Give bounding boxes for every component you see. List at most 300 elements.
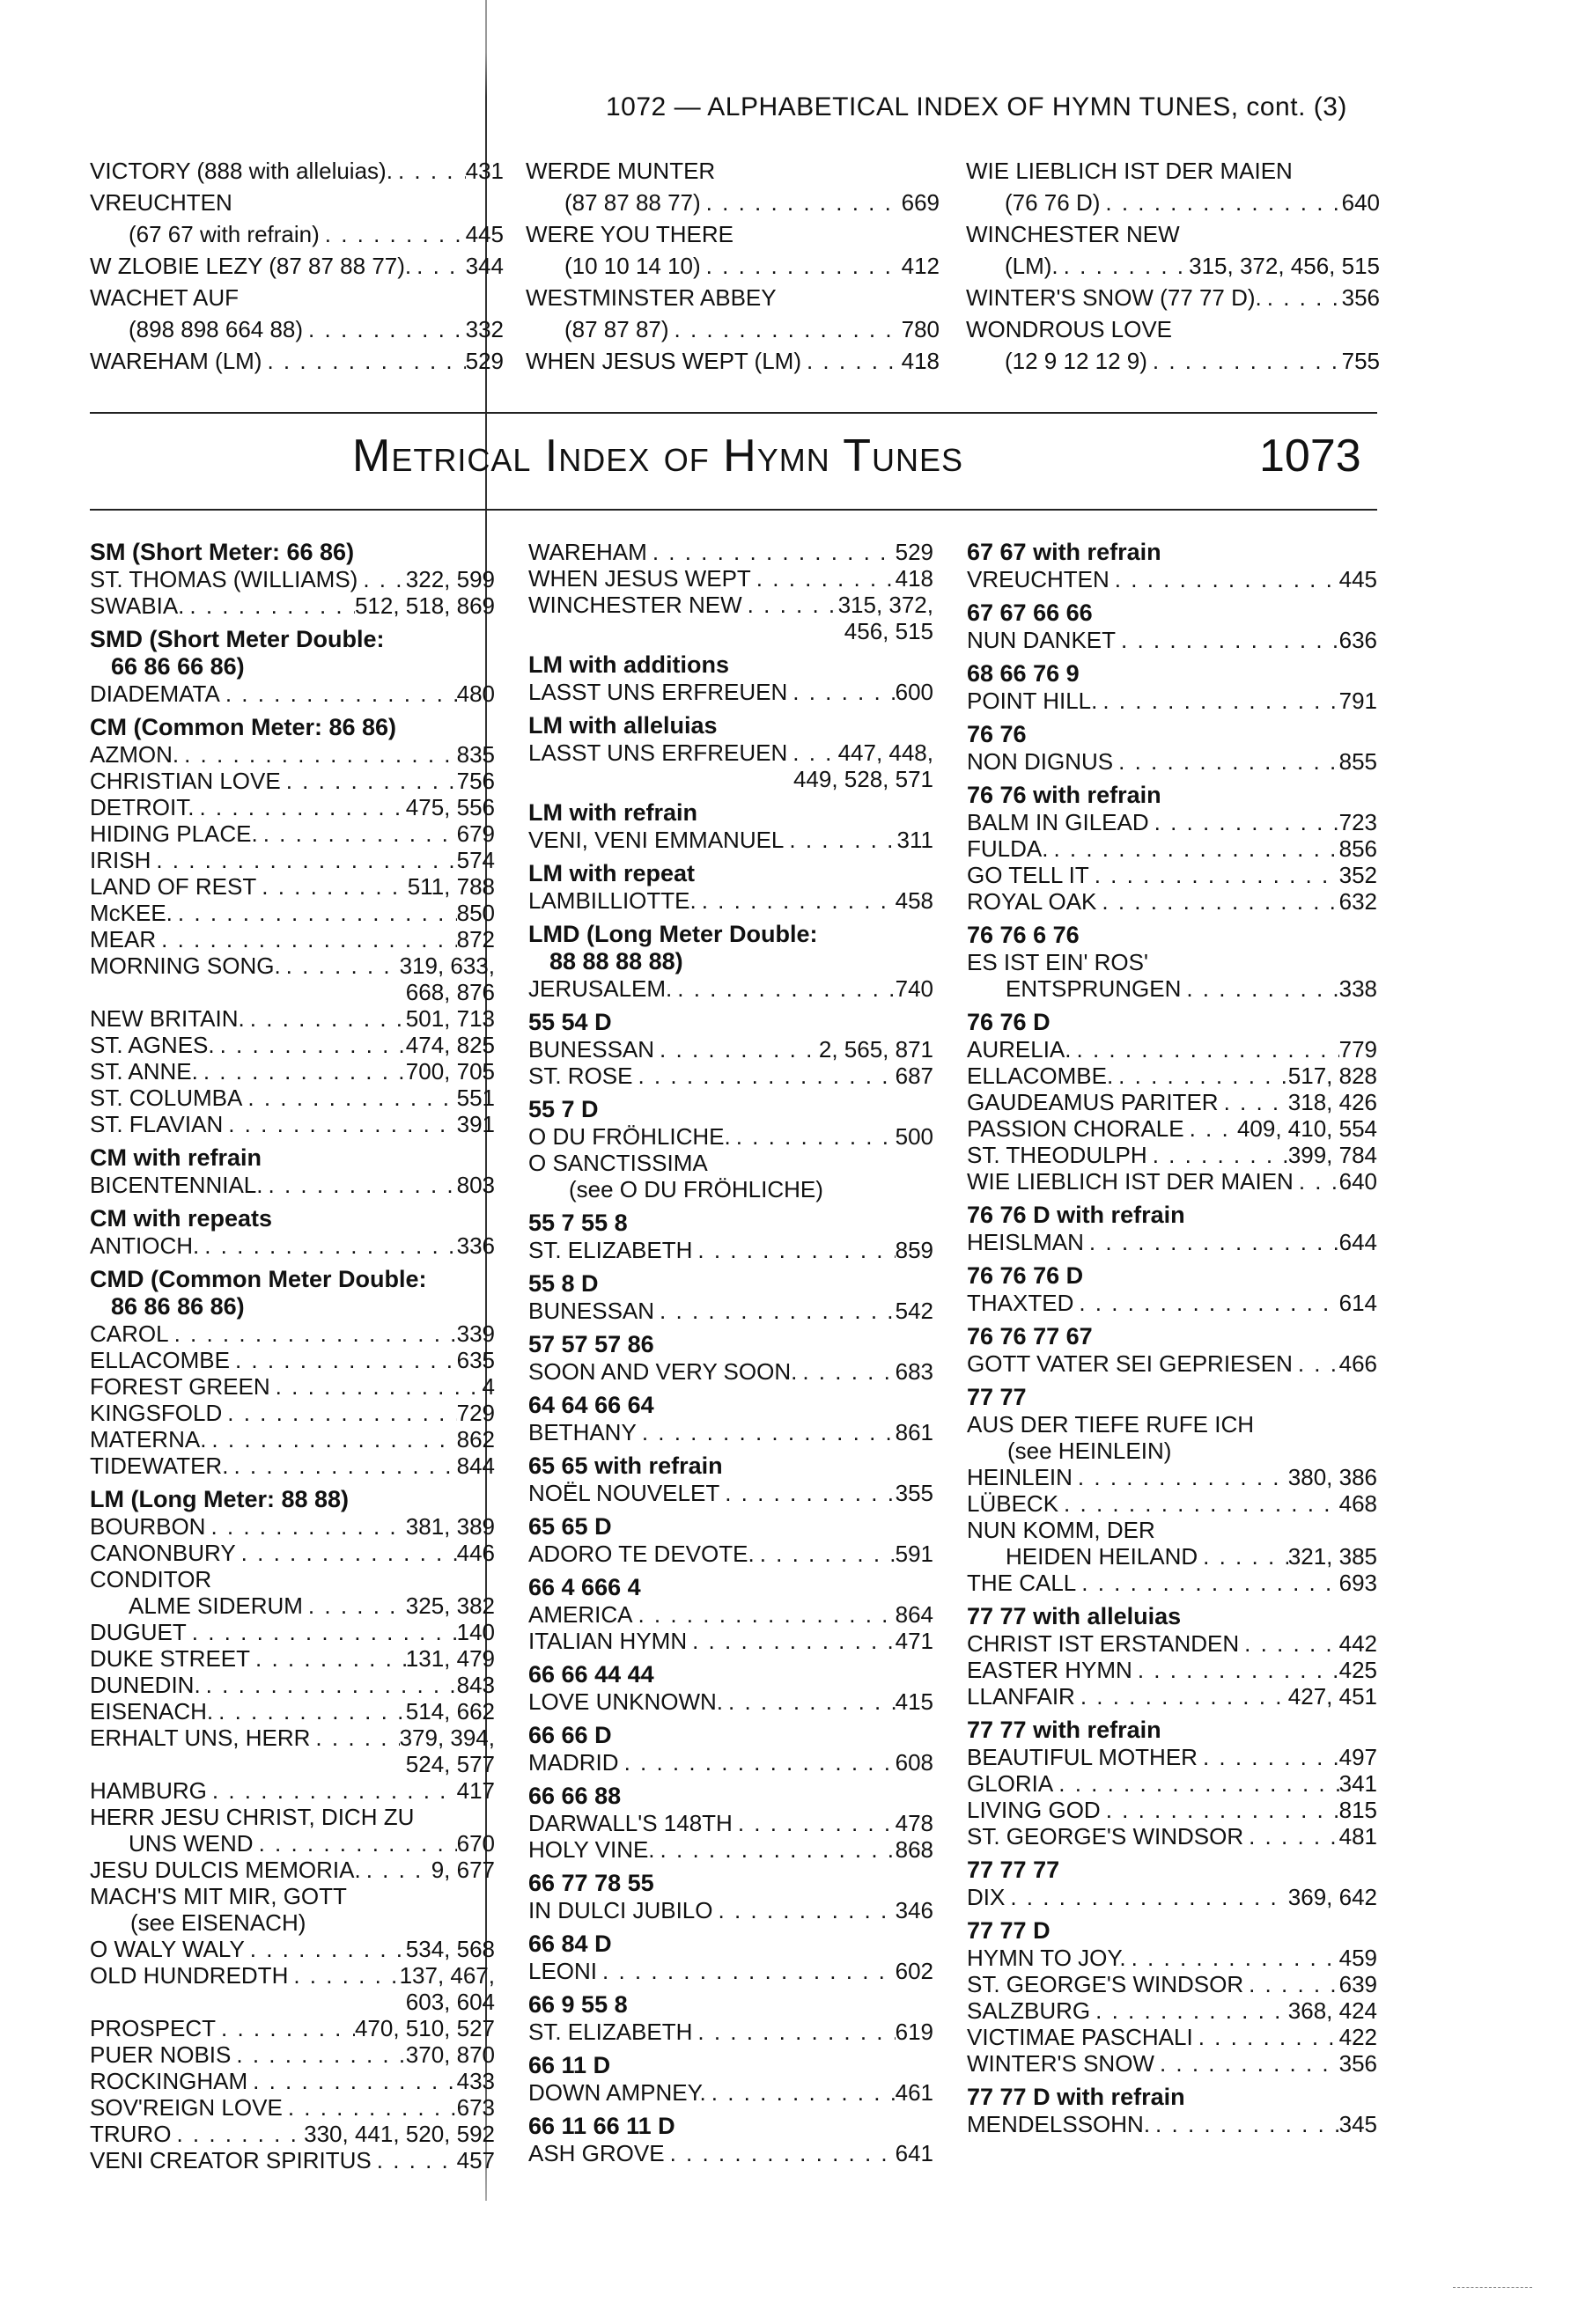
- dot-leader: [801, 345, 902, 377]
- dot-leader: [236, 1540, 457, 1566]
- hymn-numbers: 356: [1341, 284, 1380, 311]
- dot-leader: [1243, 1823, 1339, 1850]
- index-entry: [528, 1358, 933, 1385]
- meter-heading: 66 86 66 86): [111, 653, 245, 680]
- meter-section: [528, 1270, 933, 1324]
- meter-heading: 66 4 666 4: [528, 1574, 641, 1600]
- index-entry: [967, 1517, 1377, 1543]
- hymn-numbers: 844: [456, 1452, 495, 1479]
- tune-name: HEISLMAN: [967, 1229, 1084, 1255]
- tune-name: (87 87 88 77): [564, 189, 701, 216]
- index-entry: [90, 1725, 495, 1751]
- hymn-numbers: 399, 784: [1287, 1142, 1377, 1168]
- tune-name: ST. ELIZABETH: [528, 1237, 693, 1263]
- index-entry: [967, 748, 1377, 775]
- see-reference: (see HEINLEIN): [1007, 1438, 1172, 1464]
- tune-name: CANONBURY: [90, 1540, 236, 1566]
- dot-leader: [1181, 975, 1338, 1002]
- dot-leader: [1198, 1543, 1288, 1570]
- dot-leader: [1184, 1115, 1237, 1142]
- tune-name: NON DIGNUS: [967, 748, 1114, 775]
- alpha-entry: [966, 155, 1380, 218]
- hymn-numbers: 2, 565, 871: [818, 1036, 933, 1063]
- tune-name: (76 76 D): [1005, 189, 1101, 216]
- see-reference: (see O DU FRÖHLICHE): [569, 1176, 823, 1202]
- hymn-numbers: 339: [456, 1320, 495, 1347]
- tune-name: SOON AND VERY SOON.: [528, 1358, 798, 1385]
- hymn-numbers: 481: [1338, 1823, 1377, 1850]
- tune-name: GOTT VATER SEI GEPRIESEN: [967, 1350, 1293, 1377]
- meter-heading: 66 11 D: [528, 2052, 611, 2078]
- dot-leader: [1116, 627, 1339, 653]
- hymn-numbers: 640: [1341, 189, 1380, 216]
- hymn-numbers: 480: [456, 680, 495, 707]
- meter-section: [90, 714, 495, 1137]
- index-entry: [90, 1426, 495, 1452]
- dot-leader: [654, 1298, 896, 1324]
- index-entry: [967, 1657, 1377, 1683]
- tune-name: WINCHESTER NEW: [528, 592, 742, 618]
- hymn-numbers: 635: [456, 1347, 495, 1373]
- dot-leader: [220, 680, 457, 707]
- dot-leader: [231, 2041, 405, 2068]
- hymn-numbers: 729: [456, 1400, 495, 1426]
- hymn-numbers: 445: [465, 221, 504, 247]
- tune-name: GO TELL IT: [967, 862, 1089, 888]
- meter-heading: 68 66 76 9: [967, 660, 1080, 687]
- tune-name: WESTMINSTER ABBEY: [526, 284, 777, 311]
- alpha-entry: [526, 218, 940, 282]
- meter-section: [967, 1857, 1377, 1910]
- tune-name: LOVE UNKNOWN.: [528, 1688, 724, 1715]
- dot-leader: [245, 1005, 406, 1032]
- meter-section: [528, 1009, 933, 1089]
- tune-name: VREUCHTEN: [967, 566, 1110, 592]
- hymn-numbers: 791: [1338, 688, 1377, 714]
- tune-name: O SANCTISSIMA: [528, 1150, 708, 1176]
- hymn-numbers: 457: [456, 2147, 495, 2173]
- meter-section: [528, 2052, 933, 2106]
- meter-heading: 76 76 77 67: [967, 1323, 1093, 1350]
- index-entry: [526, 282, 940, 313]
- hymn-numbers: 470, 510, 527: [354, 2015, 495, 2041]
- index-entry: [966, 282, 1380, 313]
- hymn-numbers: 669: [901, 189, 940, 216]
- tune-name: CHRIST IST ERSTANDEN: [967, 1630, 1240, 1657]
- hymn-numbers: 311: [896, 827, 933, 853]
- meter-heading: 67 67 66 66: [967, 599, 1093, 626]
- hymn-numbers: 321, 385: [1287, 1543, 1377, 1570]
- tune-name: LASST UNS ERFREUEN: [528, 679, 788, 705]
- tune-name: ROCKINGHAM: [90, 2068, 248, 2094]
- meter-heading: 65 65 with refrain: [528, 1452, 723, 1479]
- index-entry: [528, 1897, 933, 1923]
- hymn-numbers: 534, 568: [405, 1936, 495, 1962]
- tune-name: ST. COLUMBA: [90, 1085, 243, 1111]
- tune-name: HOLY VINE.: [528, 1836, 655, 1863]
- tune-name: DIADEMATA: [90, 680, 220, 707]
- dot-leader: [1262, 282, 1342, 313]
- hymn-numbers: 9, 677: [431, 1857, 495, 1883]
- dot-leader: [706, 2079, 896, 2106]
- meter-section: [967, 1262, 1377, 1316]
- tune-name: ENTSPRUNGEN: [1006, 975, 1182, 1002]
- index-entry: [528, 1810, 933, 1836]
- index-entry: [90, 1645, 495, 1672]
- meter-section: [528, 1210, 933, 1263]
- index-entry: [967, 975, 1377, 1002]
- dot-leader: [205, 1513, 405, 1540]
- running-header: 1072 — ALPHABETICAL INDEX OF HYMN TUNES, cont. (3): [606, 92, 1347, 121]
- dot-leader: [393, 155, 466, 187]
- tune-name: ALME SIDERUM: [129, 1592, 303, 1619]
- hymn-numbers: 641: [895, 2140, 933, 2166]
- tune-name: BUNESSAN: [528, 1036, 655, 1063]
- tune-name: ST. ANNE.: [90, 1058, 198, 1085]
- dot-leader: [787, 679, 895, 705]
- index-entry: [967, 1770, 1377, 1797]
- tune-name: AURELIA.: [967, 1036, 1072, 1063]
- hymn-numbers: 446: [456, 1540, 495, 1566]
- hymn-numbers-continued: 456, 515: [844, 618, 933, 644]
- dot-leader: [719, 1480, 895, 1506]
- tune-name: VREUCHTEN: [90, 189, 232, 216]
- index-entry: [967, 862, 1377, 888]
- hymn-numbers-continued: 524, 577: [405, 1751, 495, 1777]
- meter-heading: SMD (Short Meter Double:: [90, 626, 385, 652]
- meter-heading: 77 77 77: [967, 1857, 1060, 1883]
- tune-name: BICENTENNIAL.: [90, 1172, 263, 1198]
- hymn-numbers: 140: [456, 1619, 495, 1645]
- hymn-numbers: 670: [456, 1830, 495, 1857]
- index-entry: [967, 688, 1377, 714]
- index-entry: [967, 566, 1377, 592]
- meter-heading: 65 65 D: [528, 1513, 612, 1540]
- tune-name: MENDELSSOHN.: [967, 2111, 1151, 2137]
- tune-name: WONDROUS LOVE: [966, 316, 1173, 342]
- tune-name: ST. GEORGE'S WINDSOR: [967, 1823, 1244, 1850]
- hymn-numbers: 341: [1338, 1770, 1377, 1797]
- hymn-numbers: 319, 633,: [399, 952, 495, 979]
- tune-name: CONDITOR: [90, 1566, 212, 1592]
- meter-heading: 77 77 with alleluias: [967, 1603, 1182, 1629]
- meter-heading: LM with refrain: [528, 799, 698, 826]
- index-entry: [528, 2019, 933, 2045]
- dot-leader: [1075, 1683, 1288, 1710]
- hymn-numbers: 315, 372,: [837, 592, 933, 618]
- tune-name: HIDING PLACE.: [90, 820, 258, 847]
- hymn-numbers: 501, 713: [405, 1005, 495, 1032]
- meter-section: [967, 721, 1377, 775]
- tune-name: WHEN JESUS WEPT (LM): [526, 348, 801, 374]
- page-number: 1073: [1259, 430, 1361, 482]
- hymn-numbers: 356: [1338, 2050, 1377, 2077]
- tune-name: HERR JESU CHRIST, DICH ZU: [90, 1804, 415, 1830]
- tune-name: McKEE.: [90, 900, 173, 926]
- hymn-numbers: 574: [456, 847, 495, 873]
- hymn-numbers: 427, 451: [1287, 1683, 1377, 1710]
- tune-name: MATERNA.: [90, 1426, 207, 1452]
- alpha-entry: [90, 250, 504, 282]
- dot-leader: [201, 1672, 457, 1698]
- tune-name: WERE YOU THERE: [526, 221, 734, 247]
- hymn-numbers: 755: [1341, 348, 1380, 374]
- index-entry: [90, 345, 504, 377]
- meter-section: [528, 1452, 933, 1506]
- meter-section: [528, 1096, 933, 1202]
- hymn-numbers: 591: [895, 1541, 933, 1567]
- hymn-numbers: 872: [456, 926, 495, 952]
- dot-leader: [672, 975, 895, 1002]
- hymn-numbers: 644: [1338, 1229, 1377, 1255]
- dot-leader: [1113, 748, 1338, 775]
- index-entry: [528, 2140, 933, 2166]
- index-entry: [90, 250, 504, 282]
- dot-leader: [797, 1358, 895, 1385]
- dot-leader: [1053, 1770, 1338, 1797]
- hymn-numbers: 445: [1338, 566, 1377, 592]
- tune-name: WAREHAM (LM): [90, 348, 262, 374]
- tune-name: SWABIA.: [90, 592, 185, 619]
- index-entry: [90, 1566, 495, 1592]
- dot-leader: [358, 566, 405, 592]
- index-entry: [90, 1962, 495, 1989]
- dot-leader: [1154, 2050, 1339, 2077]
- dot-leader: [1100, 187, 1341, 218]
- dot-leader: [1058, 250, 1189, 282]
- index-entry: [526, 345, 940, 377]
- tune-name: W ZLOBIE LEZY (87 87 88 77).: [90, 253, 412, 279]
- meter-section: [967, 2084, 1377, 2137]
- dot-leader: [669, 313, 902, 345]
- alpha-entry: [526, 345, 940, 377]
- meter-heading: 55 7 D: [528, 1096, 599, 1122]
- dot-leader: [1293, 1350, 1339, 1377]
- dot-leader: [270, 1373, 483, 1400]
- index-entry: [90, 1830, 495, 1857]
- index-entry: [90, 952, 495, 979]
- tune-name: ANTIOCH.: [90, 1232, 200, 1259]
- hymn-numbers: 461: [895, 2079, 933, 2106]
- tune-name: WIE LIEBLICH IST DER MAIEN: [967, 1168, 1294, 1195]
- hymn-numbers: 673: [456, 2094, 495, 2121]
- tune-name: BALM IN GILEAD: [967, 809, 1149, 835]
- tune-name: NEW BRITAIN.: [90, 1005, 245, 1032]
- dot-leader: [751, 565, 896, 592]
- tune-name: LEONI: [528, 1958, 598, 1984]
- tune-name: ST. THEODULPH: [967, 1142, 1147, 1168]
- dot-leader: [1239, 1630, 1338, 1657]
- tune-name: AUS DER TIEFE RUFE ICH: [967, 1411, 1255, 1438]
- scan-edge-mark: [1453, 2287, 1532, 2289]
- index-entry: [528, 1063, 933, 1089]
- hymn-numbers: 632: [1338, 888, 1377, 915]
- hymn-numbers: 474, 825: [405, 1032, 495, 1058]
- meter-section: [528, 539, 933, 644]
- dot-leader: [701, 250, 902, 282]
- meter-heading: 64 64 66 64: [528, 1392, 654, 1418]
- meter-section: [967, 1323, 1377, 1377]
- hymn-numbers: 346: [895, 1897, 933, 1923]
- dot-leader: [787, 739, 837, 766]
- meter-heading: 66 66 D: [528, 1722, 612, 1748]
- hymn-numbers: 355: [895, 1480, 933, 1506]
- dot-leader: [242, 1085, 456, 1111]
- tune-name: ITALIAN HYMN: [528, 1628, 688, 1654]
- index-entry: [967, 1971, 1377, 1997]
- dot-leader: [1110, 566, 1339, 592]
- alpha-entry: [966, 313, 1380, 377]
- hymn-numbers: 417: [456, 1777, 495, 1804]
- dot-leader: [1076, 1570, 1338, 1596]
- meter-section: [90, 1205, 495, 1259]
- tune-name: EASTER HYMN: [967, 1657, 1132, 1683]
- hymn-numbers: 330, 441, 520, 592: [304, 2121, 495, 2147]
- index-entry: [967, 1036, 1377, 1063]
- meter-heading: 88 88 88 88): [549, 948, 683, 974]
- tune-name: LAND OF REST: [90, 873, 257, 900]
- dot-leader: [206, 1426, 456, 1452]
- index-entry: [90, 1320, 495, 1347]
- hymn-numbers: 859: [895, 1237, 933, 1263]
- index-entry: [90, 2121, 495, 2147]
- index-entry: [90, 1032, 495, 1058]
- meter-heading: 66 66 44 44: [528, 1661, 654, 1688]
- meter-heading: LM with alleluias: [528, 712, 718, 739]
- index-entry: [90, 592, 495, 619]
- tune-name: BUNESSAN: [528, 1298, 655, 1324]
- index-entry: [967, 1884, 1377, 1910]
- meter-section: [528, 1513, 933, 1567]
- tune-name: TRURO: [90, 2121, 172, 2147]
- index-entry: [967, 809, 1377, 835]
- index-entry: [967, 1290, 1377, 1316]
- dot-leader: [198, 1058, 406, 1085]
- index-entry: [90, 1347, 495, 1373]
- index-entry: [90, 1619, 495, 1645]
- hymn-numbers: 517, 828: [1287, 1063, 1377, 1089]
- dot-leader: [1089, 862, 1339, 888]
- dot-leader: [1126, 1945, 1339, 1971]
- dot-leader: [1219, 1089, 1288, 1115]
- tune-name: ELLACOMBE: [90, 1347, 230, 1373]
- meter-heading: 57 57 57 86: [528, 1331, 654, 1357]
- hymn-numbers: 391: [456, 1111, 495, 1137]
- hymn-numbers: 803: [456, 1172, 495, 1198]
- dot-leader: [1097, 688, 1338, 714]
- dot-leader: [215, 1032, 406, 1058]
- hymn-numbers: 131, 479: [405, 1645, 495, 1672]
- hymn-numbers: 369, 642: [1287, 1884, 1377, 1910]
- dot-leader: [687, 1628, 896, 1654]
- index-entry: [528, 975, 933, 1002]
- tune-name: NUN KOMM, DER: [967, 1517, 1155, 1543]
- meter-section: [528, 1870, 933, 1923]
- tune-name: WINTER'S SNOW: [967, 2050, 1154, 2077]
- meter-heading: 66 9 55 8: [528, 1991, 628, 2018]
- tune-name: ST. AGNES.: [90, 1032, 215, 1058]
- index-entry: [528, 739, 933, 766]
- hymn-numbers: 602: [895, 1958, 933, 1984]
- index-entry: [90, 1373, 495, 1400]
- dot-leader: [1072, 1036, 1339, 1063]
- meter-section: [528, 1783, 933, 1863]
- tune-name: CHRISTIAN LOVE: [90, 768, 281, 794]
- dot-leader: [1147, 345, 1342, 377]
- hymn-numbers: 137, 467,: [399, 1962, 495, 1989]
- hymn-numbers: 693: [1338, 1570, 1377, 1596]
- dot-leader: [254, 1830, 457, 1857]
- tune-name: ROYAL OAK: [967, 888, 1097, 915]
- tune-name: O WALY WALY: [90, 1936, 245, 1962]
- meter-section: [528, 799, 933, 853]
- hymn-numbers: 338: [1338, 975, 1377, 1002]
- hymn-numbers: 514, 662: [405, 1698, 495, 1725]
- index-entry: [90, 1883, 495, 1909]
- hymn-numbers: 409, 410, 554: [1236, 1115, 1377, 1142]
- hymn-numbers: 815: [1338, 1797, 1377, 1823]
- meter-section: [528, 1931, 933, 1984]
- hymn-numbers: 381, 389: [405, 1513, 495, 1540]
- dot-leader: [784, 827, 896, 853]
- index-entry: [967, 1997, 1377, 2024]
- meter-section: [528, 1574, 933, 1654]
- tune-name: (12 9 12 12 9): [1005, 348, 1147, 374]
- hymn-numbers: 318, 426: [1287, 1089, 1377, 1115]
- meter-heading: 76 76 76 D: [967, 1262, 1084, 1289]
- meter-heading: SM (Short Meter: 66 86): [90, 539, 355, 565]
- hymn-numbers: 639: [1338, 1971, 1377, 1997]
- tune-name: BOURBON: [90, 1513, 206, 1540]
- meter-heading: CM (Common Meter: 86 86): [90, 714, 397, 740]
- dot-leader: [199, 1232, 456, 1259]
- dot-leader: [723, 1688, 896, 1715]
- hymn-numbers: 855: [1338, 748, 1377, 775]
- tune-name: POINT HILL.: [967, 688, 1098, 714]
- meter-heading: 77 77: [967, 1384, 1027, 1410]
- alpha-column-3: [966, 155, 1380, 377]
- dot-leader: [1113, 1063, 1288, 1089]
- index-entry: [967, 1823, 1377, 1850]
- index-entry: [90, 873, 495, 900]
- index-entry: [967, 888, 1377, 915]
- hymn-numbers: 315, 372, 456, 515: [1189, 253, 1380, 279]
- tune-name: PROSPECT: [90, 2015, 217, 2041]
- meter-heading: 77 77 with refrain: [967, 1717, 1161, 1743]
- tune-name: HEINLEIN: [967, 1464, 1073, 1490]
- dot-leader: [1073, 1290, 1338, 1316]
- hymn-numbers: 344: [465, 253, 504, 279]
- hymn-numbers: 478: [895, 1810, 933, 1836]
- hymn-numbers: 422: [1338, 2024, 1377, 2050]
- index-entry: [967, 1089, 1377, 1115]
- tune-name: FULDA.: [967, 835, 1049, 862]
- index-entry: [967, 1683, 1377, 1710]
- dot-leader: [701, 187, 902, 218]
- dot-leader: [731, 1123, 896, 1150]
- meter-heading: 76 76 with refrain: [967, 782, 1161, 808]
- hymn-numbers: 415: [895, 1688, 933, 1715]
- tune-name: WINTER'S SNOW (77 77 D).: [966, 284, 1262, 311]
- dot-leader: [1048, 835, 1338, 862]
- dot-leader: [207, 1777, 457, 1804]
- meter-section: [528, 1331, 933, 1385]
- index-entry: [528, 1958, 933, 1984]
- hymn-numbers: 425: [1338, 1657, 1377, 1683]
- tune-name: GAUDEAMUS PARITER: [967, 1089, 1219, 1115]
- index-entry: [528, 592, 933, 618]
- index-entry: [967, 2024, 1377, 2050]
